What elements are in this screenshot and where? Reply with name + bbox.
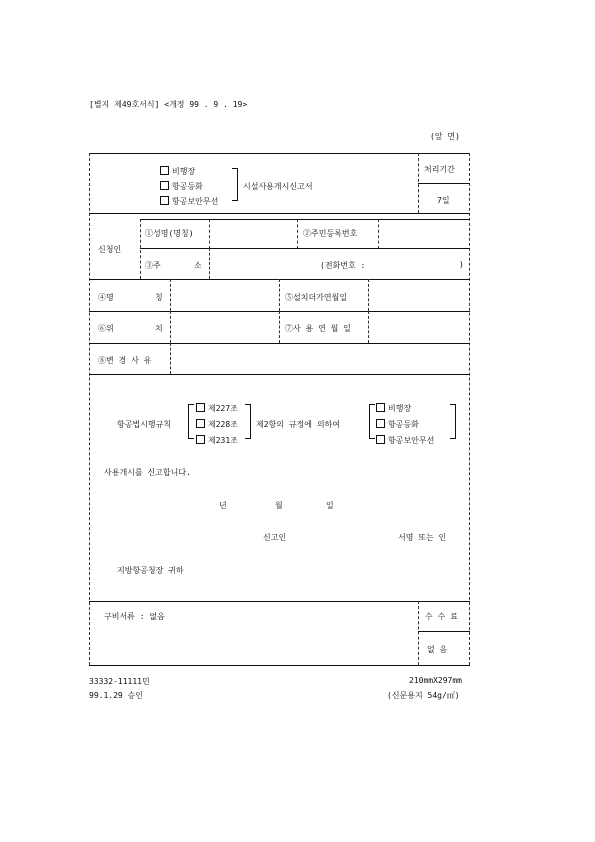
name-label: ①성명(명칭) (145, 229, 194, 238)
checkbox-icon[interactable] (376, 403, 385, 412)
col-divider (170, 311, 171, 343)
col-divider (170, 279, 171, 311)
rule-prefix: 항공법시행규칙 (117, 420, 172, 429)
col-divider (279, 311, 280, 343)
address-label-2: 소 (194, 261, 202, 270)
col-divider (418, 601, 419, 665)
addressee: 지방항공청장 귀하 (117, 566, 184, 575)
form-code: 33332-11111민 (89, 677, 150, 686)
option-radio[interactable]: 항공보안무선 (160, 196, 218, 207)
page-side-note: (앞 면) (430, 132, 460, 141)
address-label: ③주 (145, 261, 161, 270)
reg-number-label: ②주민등록번호 (303, 229, 358, 238)
col-divider (368, 311, 369, 343)
applicant-label: 신청인 (98, 245, 122, 254)
col-divider (368, 279, 369, 311)
facility-lights[interactable]: 항공등화 (376, 419, 419, 430)
row-divider (89, 601, 470, 602)
bracket-line (188, 409, 189, 433)
col-divider (378, 219, 379, 249)
checkbox-icon[interactable] (160, 166, 169, 175)
bracket-icon (450, 433, 456, 439)
reason-label: ⑧변 경 사 유 (98, 356, 152, 365)
col-divider (170, 343, 171, 374)
article-227[interactable]: 제227조 (196, 403, 238, 414)
checkbox-icon[interactable] (196, 403, 205, 412)
row-divider (89, 343, 470, 344)
bracket-line (369, 409, 370, 433)
clause-text: 제2항의 규정에 의하여 (256, 420, 341, 429)
date-month: 월 (275, 501, 283, 510)
applicant-top (140, 219, 470, 220)
bracket-line (250, 409, 251, 433)
paper-size: 210mmX297mm (409, 676, 462, 685)
completion-date-label: ⑤설치더가연월일 (285, 293, 348, 302)
date-day: 일 (326, 501, 334, 510)
processing-value: 7일 (437, 196, 450, 205)
facility-airfield[interactable]: 비행장 (376, 403, 411, 414)
frame-bottom (89, 665, 470, 666)
checkbox-icon[interactable] (160, 181, 169, 190)
article-228[interactable]: 제228조 (196, 419, 238, 430)
declarant-label: 신고인 (263, 533, 287, 542)
bracket-icon (232, 195, 238, 201)
bracket-line (455, 409, 456, 433)
processing-label: 처리기간 (424, 165, 455, 174)
row-divider (140, 248, 470, 249)
form-title: 시설사용개시신고서 (243, 182, 313, 191)
applicant-divider (140, 219, 141, 279)
col-divider (209, 219, 210, 249)
bracket-line (237, 174, 238, 196)
col-divider (297, 219, 298, 249)
bracket-icon (369, 433, 375, 439)
fee-divider (418, 631, 470, 632)
facility-name-label-2: 칭 (155, 293, 163, 302)
paper-type: (신문용지 54g/㎡) (387, 691, 460, 700)
signature-label: 서명 또는 인 (398, 533, 447, 542)
article-231[interactable]: 제231조 (196, 435, 238, 446)
frame-top (89, 153, 470, 154)
required-docs: 구비서류 : 없음 (104, 612, 165, 621)
option-lights[interactable]: 항공등화 (160, 181, 203, 192)
checkbox-icon[interactable] (160, 196, 169, 205)
form-id: [별지 제49호서식] <개정 99 . 9 . 19> (89, 100, 248, 109)
facility-radio[interactable]: 항공보안무선 (376, 435, 434, 446)
location-label-2: 치 (155, 324, 163, 333)
checkbox-icon[interactable] (376, 419, 385, 428)
usage-date-label: ⑦사 용 연 월 일 (285, 324, 351, 333)
col-divider (279, 279, 280, 311)
phone-close: ) (459, 260, 464, 269)
bracket-icon (188, 433, 194, 439)
phone-label: (전화번호 : (320, 261, 366, 270)
row-divider (89, 374, 470, 375)
checkbox-icon[interactable] (196, 419, 205, 428)
approval-date: 99.1.29 승인 (89, 691, 143, 700)
col-divider (209, 248, 210, 279)
row-divider (89, 213, 470, 214)
frame-right (469, 153, 470, 665)
facility-name-label: ④명 (98, 293, 114, 302)
option-airfield[interactable]: 비행장 (160, 166, 195, 177)
fee-value: 없 음 (427, 645, 448, 654)
checkbox-icon[interactable] (376, 435, 385, 444)
statement: 사용개시를 신고합니다. (104, 468, 191, 477)
frame-left (89, 153, 90, 665)
fee-label: 수 수 료 (425, 612, 458, 621)
processing-divider (418, 183, 470, 184)
location-label: ⑥위 (98, 324, 114, 333)
bracket-icon (245, 433, 251, 439)
date-year: 년 (219, 501, 227, 510)
checkbox-icon[interactable] (196, 435, 205, 444)
